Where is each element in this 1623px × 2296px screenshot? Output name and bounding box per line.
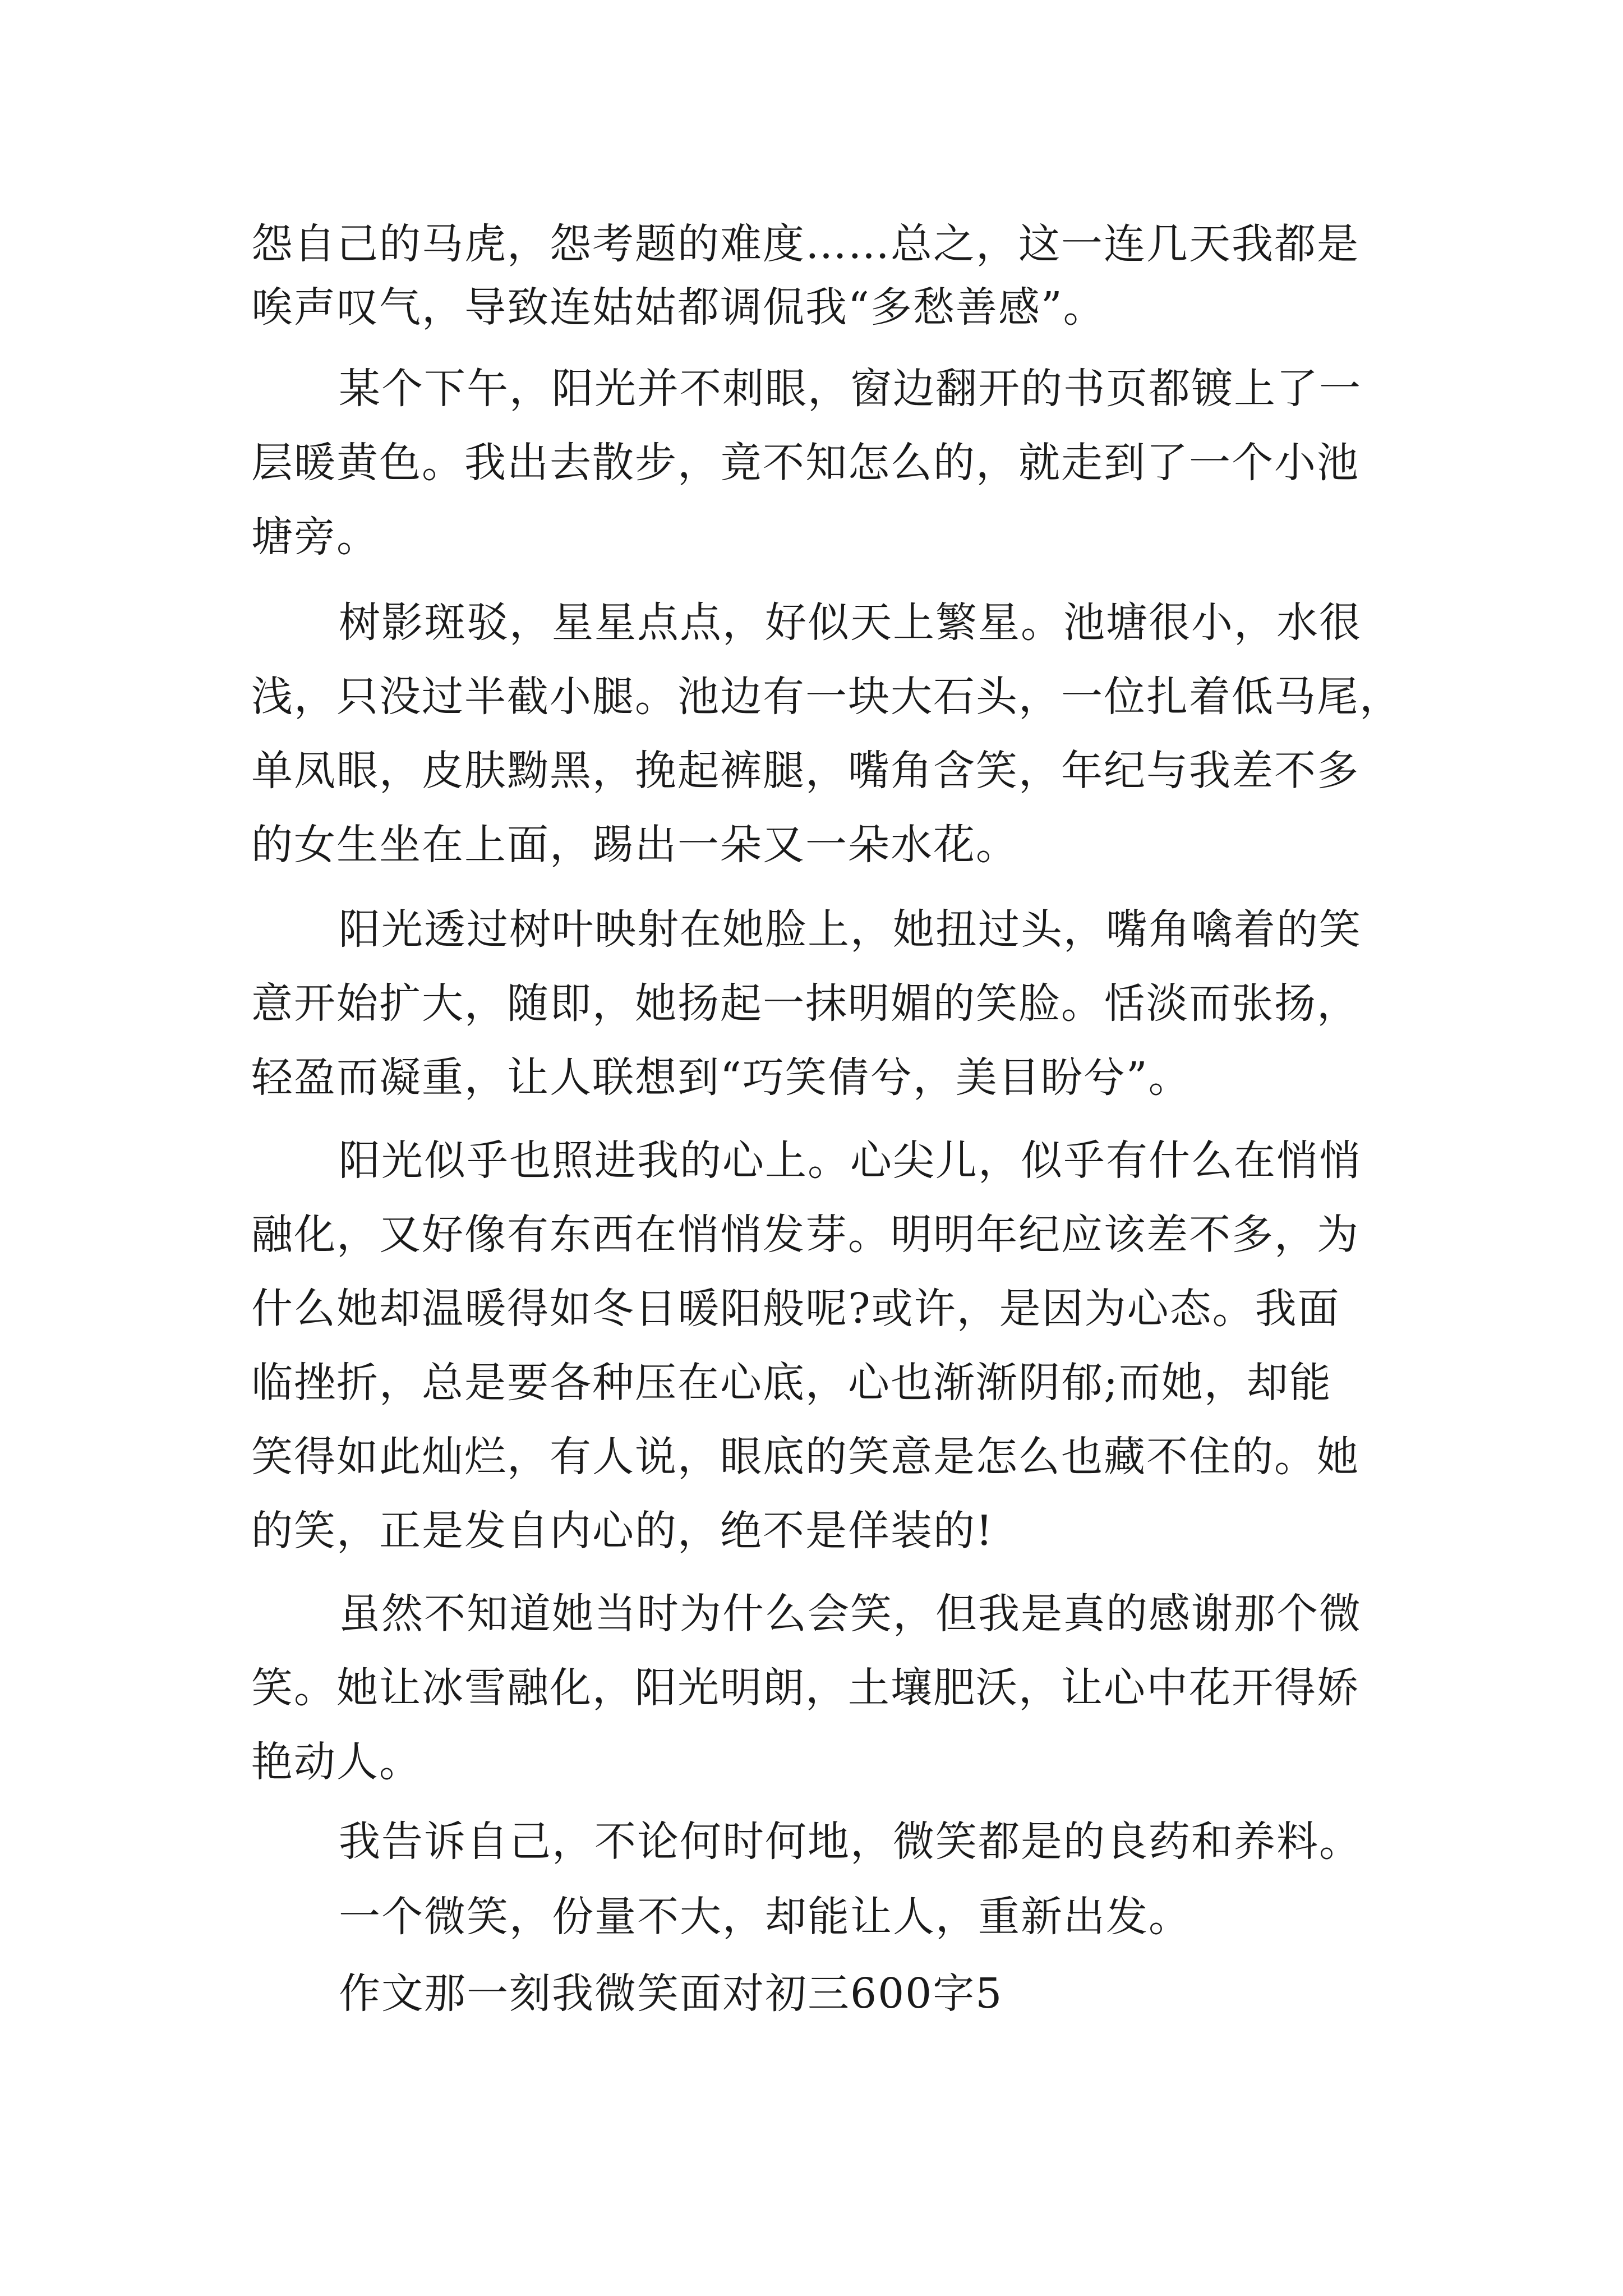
text-line: 单凤眼，皮肤黝黑，挽起裤腿，嘴角含笑，年纪与我差不多 xyxy=(251,747,1359,795)
text-line: 的笑，正是发自内心的，绝不是佯装的! xyxy=(251,1507,994,1555)
text-line: 阳光透过树叶映射在她脸上，她扭过头，嘴角噙着的笑 xyxy=(339,905,1362,954)
text-line: 某个下午，阳光并不刺眼，窗边翻开的书页都镀上了一 xyxy=(339,365,1362,413)
text-line: 我告诉自己，不论何时何地，微笑都是的良药和养料。 xyxy=(339,1818,1362,1866)
text-line: 什么她却温暖得如冬日暖阳般呢?或许，是因为心态。我面 xyxy=(251,1285,1340,1333)
text-line: 浅，只没过半截小腿。池边有一块大石头，一位扎着低马尾， xyxy=(251,673,1402,721)
text-line: 笑。她让冰雪融化，阳光明朗，土壤肥沃，让心中花开得娇 xyxy=(251,1664,1359,1712)
text-line: 唉声叹气，导致连姑姑都调侃我“多愁善感”。 xyxy=(251,283,1106,332)
text-line: 怨自己的马虎，怨考题的难度……总之，这一连几天我都是 xyxy=(251,220,1359,268)
text-line: 虽然不知道她当时为什么会笑，但我是真的感谢那个微 xyxy=(339,1590,1362,1638)
text-line: 的女生坐在上面，踢出一朵又一朵水花。 xyxy=(251,821,1018,869)
text-line: 树影斑驳，星星点点，好似天上繁星。池塘很小，水很 xyxy=(339,599,1362,647)
text-line: 阳光似乎也照进我的心上。心尖儿，似乎有什么在悄悄 xyxy=(339,1137,1362,1185)
text-line: 艳动人。 xyxy=(251,1738,422,1786)
text-line: 意开始扩大，随即，她扬起一抹明媚的笑脸。恬淡而张扬， xyxy=(251,979,1359,1028)
text-line: 一个微笑，份量不大，却能让人，重新出发。 xyxy=(339,1893,1191,1941)
text-line: 层暖黄色。我出去散步，竟不知怎么的，就走到了一个小池 xyxy=(251,439,1359,487)
text-line: 轻盈而凝重，让人联想到“巧笑倩兮，美目盼兮”。 xyxy=(251,1053,1191,1102)
text-line: 笑得如此灿烂，有人说，眼底的笑意是怎么也藏不住的。她 xyxy=(251,1433,1359,1481)
text-line: 临挫折，总是要各种压在心底，心也渐渐阴郁;而她，却能 xyxy=(251,1359,1332,1407)
essay-title: 作文那一刻我微笑面对初三600字5 xyxy=(339,1970,1003,2018)
text-line: 融化，又好像有东西在悄悄发芽。明明年纪应该差不多，为 xyxy=(251,1211,1359,1259)
text-line: 塘旁。 xyxy=(251,513,379,561)
